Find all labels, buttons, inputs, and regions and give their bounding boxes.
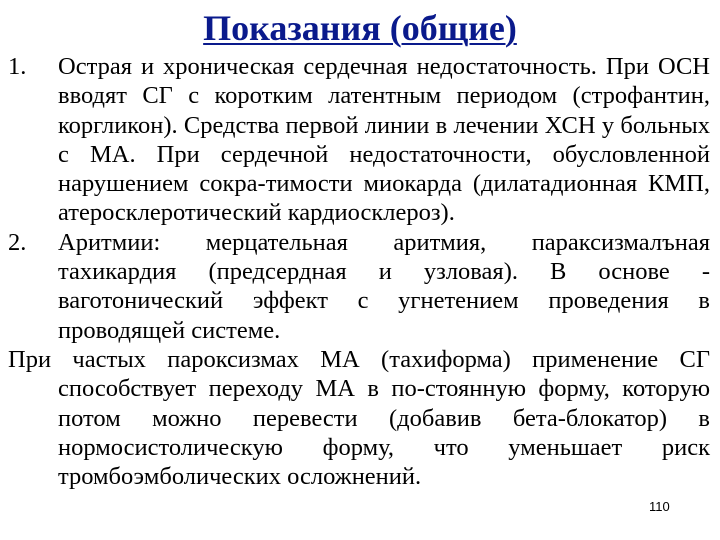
body-paragraph: При частых пароксизмах МА (тахиформа) применение СГ способствует переходу МА в по-стоянную форму, которую потом можно перевести (добавив бета-блокатор) в нормосистолическую форму, что уменьшает риск тромбоэмболических осложнений. xyxy=(8,345,710,491)
list-item-text: Острая и хроническая сердечная недостаточность. При ОСН вводят СГ с коротким латентным периодом (строфантин, коргликон). Средства первой линии в лечении ХСН у больных с МА. При сердечной недостаточности, обусловленной нарушением сокра-тимости миокарда (дилатадионная КМП, атеросклеротический кардиосклероз). xyxy=(58,53,710,227)
slide-title: Показания (общие) xyxy=(203,8,517,48)
list-item-number: 2. xyxy=(8,228,27,256)
list-item-number: 1. xyxy=(8,53,27,80)
list-item xyxy=(8,228,710,345)
list-item xyxy=(8,52,710,228)
slide-body xyxy=(8,52,710,491)
list-item-text: Аритмии: мерцательная аритмия, параксизмалъная тахикардия (предсердная и узловая). В основе - ваготонический эффект с угнетением проведения в проводящей системе. xyxy=(58,228,710,344)
page-number: 110 xyxy=(649,499,670,514)
